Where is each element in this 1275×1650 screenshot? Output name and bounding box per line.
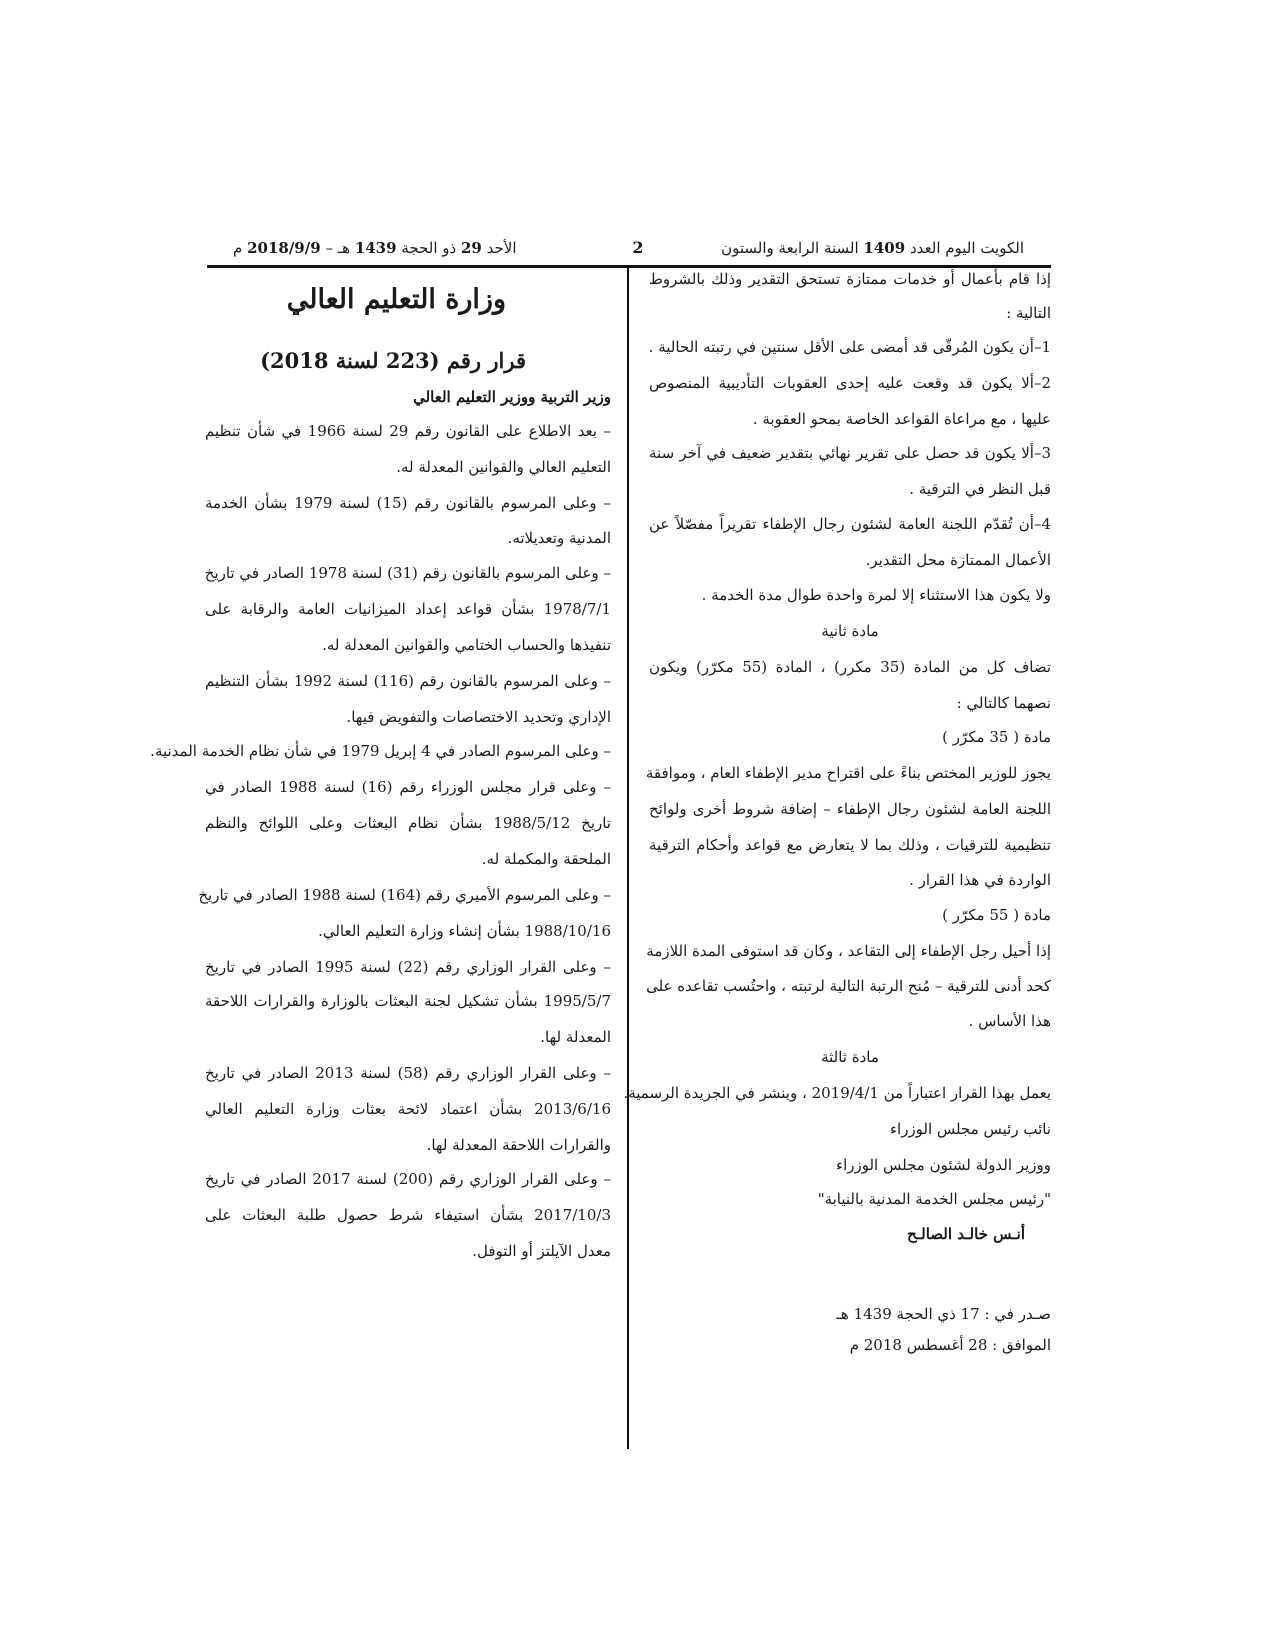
preamble-line: معدل الآيلتز أو التوفل. [472, 1242, 611, 1260]
preamble-line: – وعلى المرسوم الأميري رقم (164) لسنة 1988 الصادر في تاريخ [198, 886, 611, 904]
preamble-line: – وعلى القرار الوزاري رقم (58) لسنة 2013 الصادر في تاريخ [205, 1064, 611, 1082]
preamble-line: – وعلى المرسوم الصادر في 4 إبريل 1979 في شأن نظام الخدمة المدنية. [150, 742, 611, 760]
decree-title: قرار رقم (223 لسنة 2018) [260, 348, 526, 373]
preamble-line: – وعلى المرسوم بالقانون رقم (15) لسنة 1979 بشأن الخدمة [205, 494, 611, 512]
preamble-line: التعليم العالي والقوانين المعدلة له. [396, 458, 611, 476]
text-line: إذا أحيل رجل الإطفاء إلى التقاعد ، وكان قد استوفى المدة اللازمة [646, 942, 1051, 960]
header-gregorian-date: 2018/9/9 [247, 239, 321, 257]
header-year-text: السنة الرابعة والستون [721, 239, 859, 257]
preamble-line: المدنية وتعديلاته. [507, 529, 611, 547]
condition-item: 1–أن يكون المُرقّى قد أمضى على الأقل سنتين في رتبته الحالية . [648, 338, 1051, 356]
condition-item: 4–أن تُقدّم اللجنة العامة لشئون رجال الإطفاء تقريراً مفصّلاً عن [649, 515, 1051, 533]
signatory-title: "رئيس مجلس الخدمة المدنية بالنيابة" [817, 1190, 1051, 1208]
text-line: ولا يكون هذا الاستثناء إلا لمرة واحدة طوال مدة الخدمة . [701, 586, 1051, 604]
header-hijri-year: 1439 [354, 239, 397, 257]
text-line: عليها ، مع مراعاة القواعد الخاصة بمحو العقوبة . [752, 410, 1051, 428]
preamble-line: – وعلى المرسوم بالقانون رقم (116) لسنة 1992 بشأن التنظيم [205, 672, 611, 690]
preamble-line: والقرارات اللاحقة المعدلة لها. [426, 1136, 611, 1154]
text-line: هذا الأساس . [968, 1012, 1051, 1030]
text-line: يجوز للوزير المختص بناءً على اقتراح مدير الإطفاء العام ، وموافقة [645, 764, 1051, 782]
text-line: التالية : [1006, 304, 1051, 322]
preamble-line: – وعلى قرار مجلس الوزراء رقم (16) لسنة 1988 الصادر في [205, 778, 611, 796]
text-line: الواردة في هذا القرار . [909, 871, 1051, 889]
header-date [233, 238, 517, 258]
header-gregorian-suffix: م [233, 239, 243, 257]
preamble-line: تاريخ 1988/5/12 بشأن نظام البعثات وعلى اللوائح والنظم [205, 814, 611, 832]
text-line: اللجنة العامة لشئون رجال الإطفاء – إضافة شروط أخرى ولوائح [649, 800, 1051, 818]
header-hijri-suffix: هـ – [325, 239, 351, 257]
header-gazette-name: الكويت اليوم العدد [909, 239, 1024, 257]
signatory-name: أنـس خالـد الصالـح [907, 1225, 1025, 1243]
text-line: تضاف كل من المادة (35 مكرر) ، المادة (55 مكرّر) ويكون [649, 658, 1051, 676]
header-day-number: 29 [460, 239, 482, 257]
preamble-line: 1978/7/1 بشأن قواعد إعداد الميزانيات العامة والرقابة على [205, 600, 611, 618]
preamble-line: 2017/10/3 بشأن استيفاء شرط حصول طلبة البعثات على [205, 1206, 611, 1224]
header-issue-info [721, 238, 1024, 258]
article-heading: مادة ( 35 مكرّر ) [942, 728, 1051, 746]
preamble-line: 2013/6/16 بشأن اعتماد لائحة بعثات وزارة التعليم العالي [205, 1100, 611, 1118]
preamble-line: تنفيذها والحساب الختامي والقوانين المعدلة له. [322, 636, 611, 654]
signatory-title: نائب رئيس مجلس الوزراء [889, 1120, 1051, 1138]
preamble-line: – وعلى القرار الوزاري رقم (200) لسنة 2017 الصادر في تاريخ [205, 1170, 611, 1188]
preamble-line: المعدلة لها. [540, 1028, 611, 1046]
article-heading: مادة ( 55 مكرّر ) [942, 906, 1051, 924]
header-day: الأحد [486, 239, 517, 257]
preamble-line: – وعلى القرار الوزاري رقم (22) لسنة 1995 الصادر في تاريخ [205, 958, 611, 976]
preamble-line: 1988/10/16 بشأن إنشاء وزارة التعليم العالي. [318, 922, 611, 940]
issue-date-gregorian: الموافق : 28 أغسطس 2018 م [849, 1336, 1051, 1354]
issuer-line: وزير التربية ووزير التعليم العالي [413, 388, 611, 406]
text-line: يعمل بهذا القرار اعتباراً من 2019/4/1 ، وينشر في الجريدة الرسمية. [623, 1084, 1051, 1102]
preamble-line: الإداري وتحديد الاختصاصات والتفويض فيها. [346, 708, 611, 726]
header-divider [207, 265, 1051, 268]
text-line: نصهما كالتالي : [956, 694, 1051, 712]
article-heading: مادة ثالثة [821, 1048, 879, 1066]
header-issue-number: 1409 [863, 239, 906, 257]
preamble-line: – بعد الاطلاع على القانون رقم 29 لسنة 1966 في شأن تنظيم [205, 422, 611, 440]
text-line: إذا قام بأعمال أو خدمات ممتازة تستحق التقدير وذلك بالشروط [649, 270, 1051, 288]
condition-item: 2–ألا يكون قد وقعت عليه إحدى العقوبات التأديبية المنصوص [649, 374, 1051, 392]
page-number: 2 [632, 238, 644, 257]
condition-item: 3–ألا يكون قد حصل على تقرير نهائي بتقدير ضعيف في آخر سنة [649, 444, 1051, 462]
preamble-line: – وعلى المرسوم بالقانون رقم (31) لسنة 1978 الصادر في تاريخ [204, 564, 611, 582]
text-line: قبل النظر في الترقية . [909, 480, 1051, 498]
text-line: كحد أدنى للترقية – مُنح الرتبة التالية لرتبته ، واحتُسب تقاعده على [646, 977, 1051, 995]
article-heading: مادة ثانية [821, 622, 879, 640]
header-month: ذو الحجة [401, 239, 457, 257]
column-divider [627, 266, 629, 1449]
preamble-line: 1995/5/7 بشأن تشكيل لجنة البعثات بالوزارة والقرارات اللاحقة [205, 992, 611, 1010]
signatory-title: ووزير الدولة لشئون مجلس الوزراء [836, 1156, 1051, 1174]
preamble-line: الملحقة والمكملة له. [481, 850, 611, 868]
ministry-title: وزارة التعليم العالي [286, 284, 506, 315]
issue-date: صـدر في : 17 ذي الحجة 1439 هـ [836, 1305, 1051, 1323]
text-line: تنظيمية للترقيات ، وذلك بما لا يتعارض مع قواعد وأحكام الترقية [649, 836, 1051, 854]
text-line: الأعمال الممتازة محل التقدير. [865, 551, 1051, 569]
